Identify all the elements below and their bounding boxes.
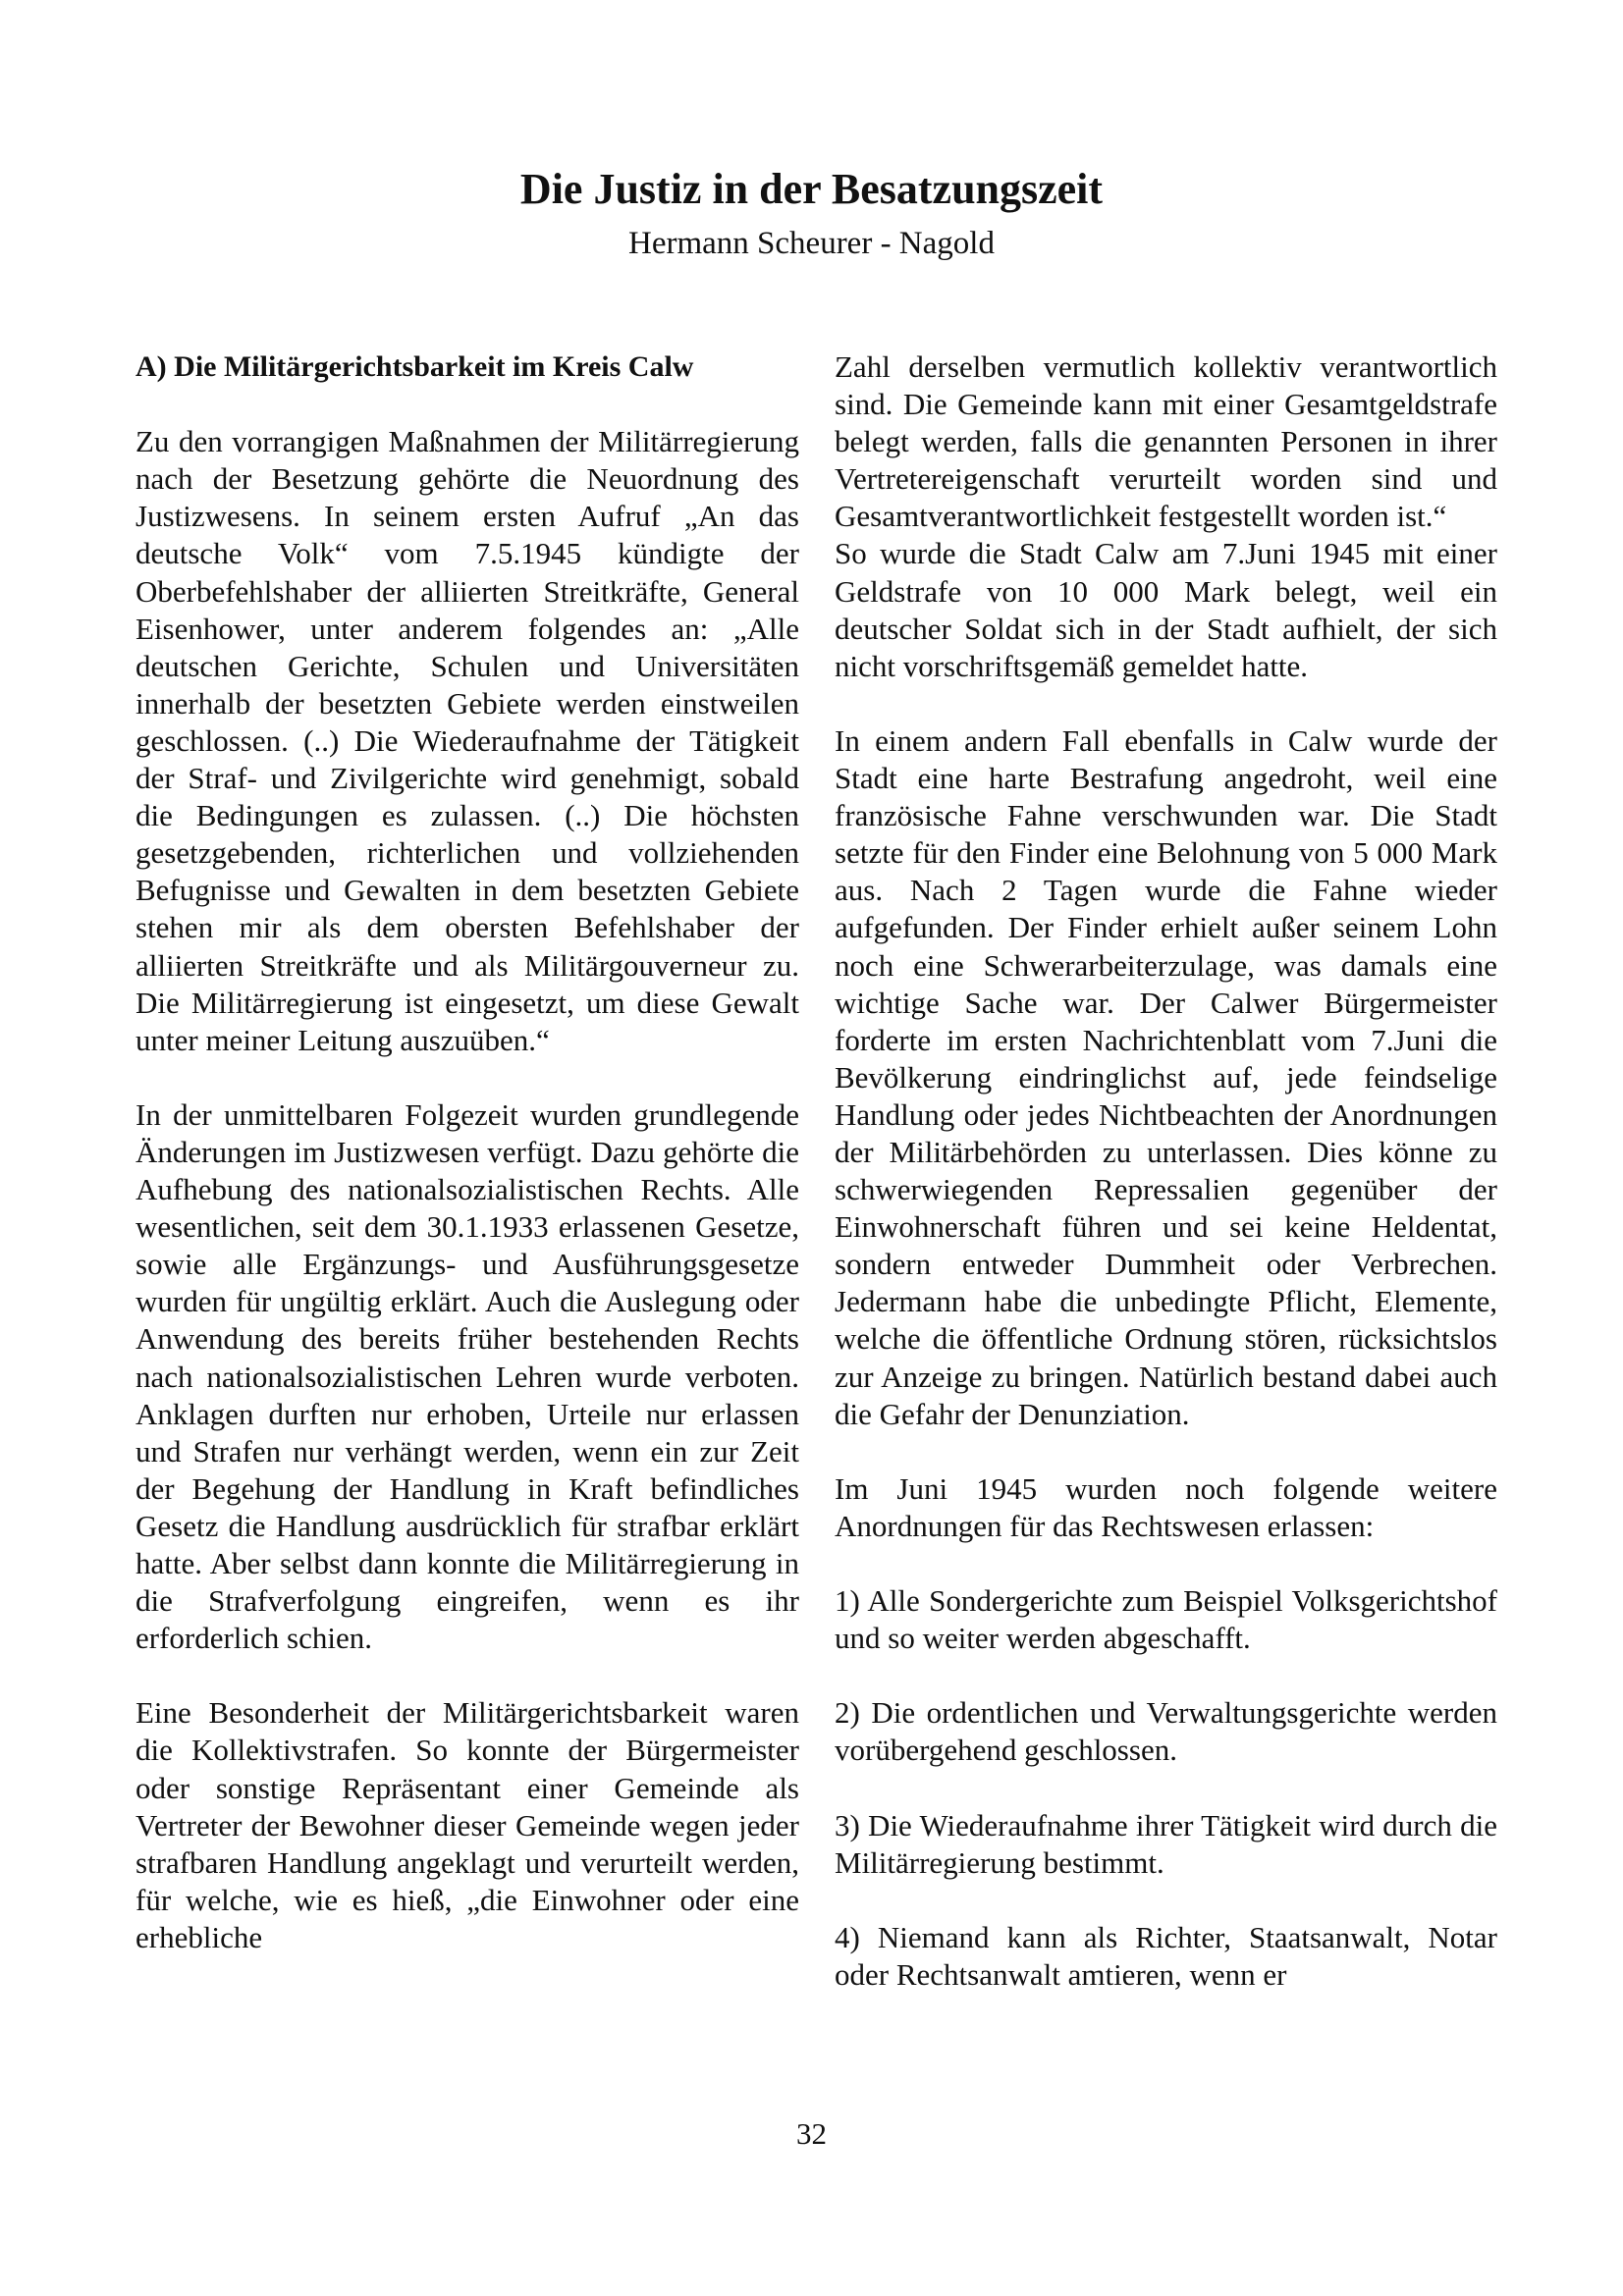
page-title: Die Justiz in der Besatzungszeit: [519, 165, 1104, 213]
section-heading: A) Die Militärgerichtsbarkeit im Kreis Calw: [135, 350, 694, 383]
paragraph: Zu den vorrangigen Maßnahmen der Militärregierung nach der Besetzung gehörte die Neuordnung des Justizwesens. In seinem ersten Aufruf „An das deutsche Volk“ vom 7.5.1945 kündigte der Oberbefehlshaber der alliierten Streitkräfte, General Eisenhower, unter anderem folgendes an: „Alle deutschen Gerichte, Schulen und Universitäten innerhalb der besetzten Gebiete werden einstweilen geschlossen. (..) Die Wiederaufnahme der Tätigkeit der Straf- und Zivilgerichte wird genehmigt, sobald die Bedingungen es zulassen. (..) Die höchsten gesetzgebenden, richterlichen und vollziehenden Befugnisse und Gewalten in dem besetzten Gebiete stehen mir als dem obersten Befehlshaber der alliierten Streitkräfte und als Militärgouverneur zu. Die Militärregierung ist eingesetzt, um diese Gewalt unter meiner Leitung auszuüben.“: [135, 424, 799, 1057]
left-column: [135, 348, 799, 1956]
author-line: Hermann Scheurer - Nagold: [628, 226, 995, 261]
list-item: 3) Die Wiederaufnahme ihrer Tätigkeit wird durch die Militärregierung bestimmt.: [835, 1807, 1497, 1880]
page-number: 32: [796, 2116, 827, 2151]
paragraph: Im Juni 1945 wurden noch folgende weitere Anordnungen für das Rechtswesen erlassen:: [835, 1470, 1497, 1543]
paragraph: Zahl derselben vermutlich kollektiv verantwortlich sind. Die Gemeinde kann mit einer Gesamtgeldstrafe belegt werden, falls die genannten Personen in ihrer Vertretereigenschaft verurteilt worden sind und Gesamtverantwortlichkeit festgestellt worden ist.“: [835, 349, 1497, 534]
list-item: 4) Niemand kann als Richter, Staatsanwalt, Notar oder Rechtsanwalt amtieren, wenn er: [835, 1919, 1497, 1993]
paragraph: In der unmittelbaren Folgezeit wurden grundlegende Änderungen im Justizwesen verfügt. Dazu gehörte die Aufhebung des nationalsozialistischen Rechts. Alle wesentlichen, seit dem 30.1.1933 erlassenen Gesetze, sowie alle Ergänzungs- und Ausführungsgesetze wurden für ungültig erklärt. Auch die Auslegung oder Anwendung des bereits früher bestehenden Rechts nach nationalsozialistischen Lehren wurde verboten. Anklagen durften nur erhoben, Urteile nur erlassen und Strafen nur verhängt werden, wenn ein zur Zeit der Begehung der Handlung in Kraft befindliches Gesetz die Handlung ausdrücklich für strafbar erklärt hatte. Aber selbst dann konnte die Militärregierung in die Strafverfolgung eingreifen, wenn es ihr erforderlich schien.: [135, 1096, 799, 1656]
paragraph: So wurde die Stadt Calw am 7.Juni 1945 mit einer Geldstrafe von 10 000 Mark belegt, weil ein deutscher Soldat sich in der Stadt aufhielt, der sich nicht vorschriftsgemäß gemeldet hatte.: [835, 536, 1497, 683]
paragraph: In einem andern Fall ebenfalls in Calw wurde der Stadt eine harte Bestrafung angedroht, weil eine französische Fahne verschwunden war. Die Stadt setzte für den Finder eine Belohnung von 5 000 Mark aus. Nach 2 Tagen wurde die Fahne wieder aufgefunden. Der Finder erhielt außer seinem Lohn noch eine Schwerarbeiterzulage, was damals eine wichtige Sache war. Der Calwer Bürgermeister forderte im ersten Nachrichtenblatt vom 7.Juni die Bevölkerung eindringlichst auf, jede feindselige Handlung oder jedes Nichtbeachten der Anordnungen der Militärbehörden zu unterlassen. Dies könne zu schwerwiegenden Repressalien gegenüber der Einwohnerschaft führen und sei keine Heldentat, sondern entweder Dummheit oder Verbrechen. Jedermann habe die unbedingte Pflicht, Elemente, welche die öffentliche Ordnung stören, rücksichtslos zur Anzeige zu bringen. Natürlich bestand dabei auch die Gefahr der Denunziation.: [835, 722, 1497, 1431]
right-column: [835, 348, 1497, 1994]
list-item: 2) Die ordentlichen und Verwaltungsgerichte werden vorübergehend geschlossen.: [835, 1695, 1497, 1768]
list-item: 1) Alle Sondergerichte zum Beispiel Volksgerichtshof und so weiter werden abgeschafft.: [835, 1583, 1497, 1656]
paragraph: Eine Besonderheit der Militärgerichtsbarkeit waren die Kollektivstrafen. So konnte der Bürgermeister oder sonstige Repräsentant einer Gemeinde als Vertreter der Bewohner dieser Gemeinde wegen jeder strafbaren Handlung angeklagt und verurteilt werden, für welche, wie es hieß, „die Einwohner oder eine erhebliche: [135, 1695, 799, 1954]
